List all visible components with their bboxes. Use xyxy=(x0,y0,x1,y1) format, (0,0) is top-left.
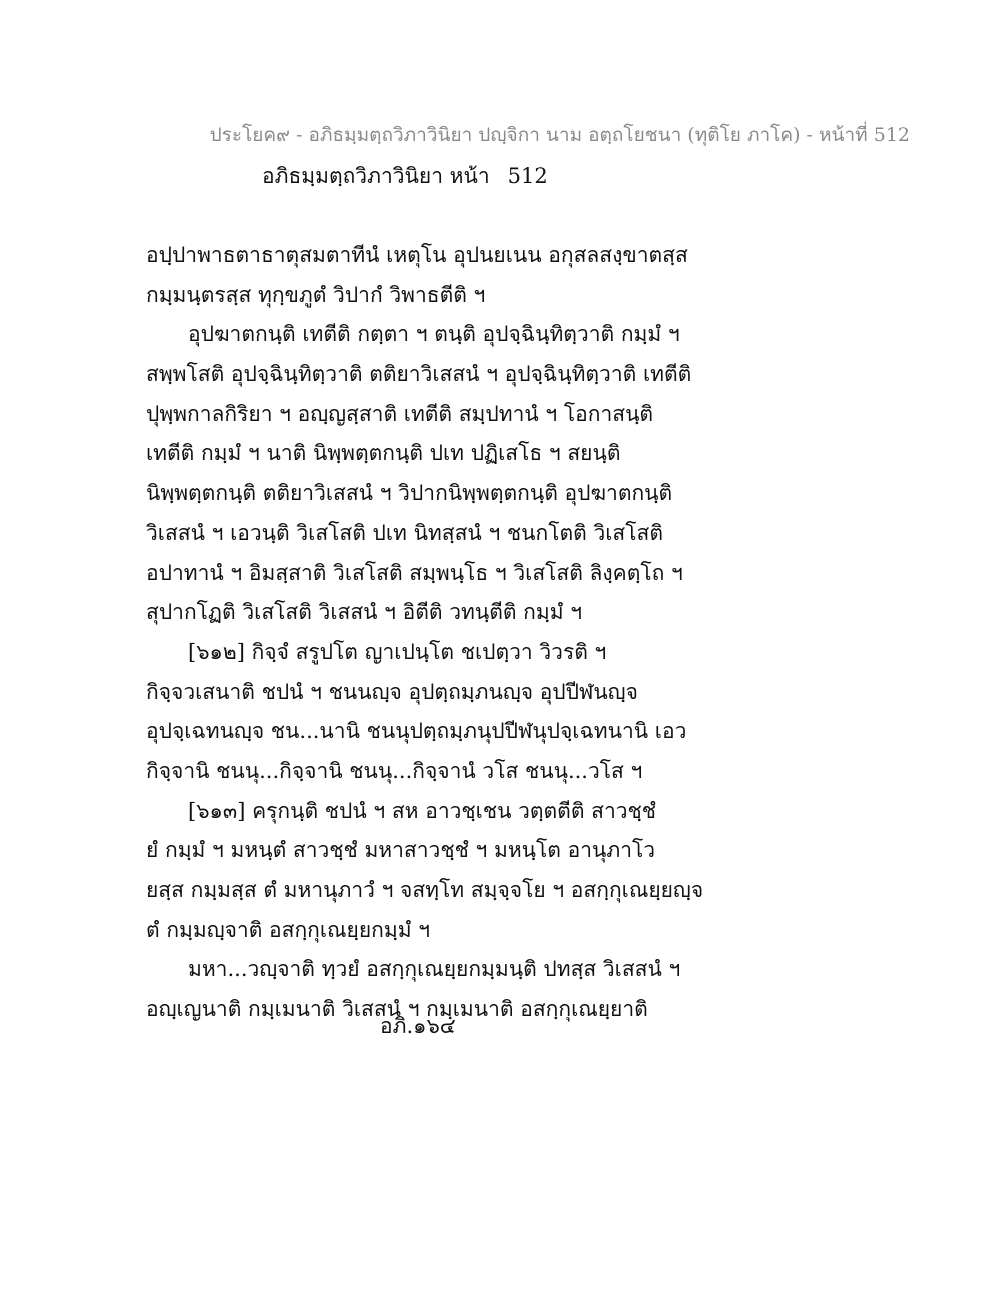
text-line: ยสฺส กมฺมสฺส ตํ มหานุภาวํ ฯ จสทฺโท สมฺจฺจโย ฯ อสกฺกุเณยฺยญฺจ xyxy=(146,878,704,902)
text-line: [๖๑๒] กิจฺจํ สรูปโต ญาเปนฺโต ชเปตฺวา วิวรติ ฯ xyxy=(188,639,607,664)
text-line: อปฺปาพาธตาธาตุสมตาทีนํ เหตุโน อุปนยเนน อกุสลสงฺขาตสฺส xyxy=(146,243,688,267)
text-line: อญฺเญนาติ กมฺเมนาติ วิเสสนํ ฯ กมฺเมนาติ อสกฺกุเณยฺยาติ xyxy=(146,997,648,1022)
page-reference: อภิ.๑๖๔ xyxy=(380,1014,456,1038)
text-line: มหา...วญฺจาติ ทฺวยํ อสกฺกุเณยฺยกมฺมนฺติ ปทสฺส วิเสสนํ ฯ xyxy=(188,957,681,982)
book-title-line xyxy=(262,160,548,193)
text-line: กมฺมนฺตรสฺส ทุกฺขภูตํ วิปากํ วิพาธตีติ ฯ xyxy=(146,282,486,307)
text-line: สพฺพโสติ อุปจฺฉินฺทิตฺวาติ ตติยาวิเสสนํ ฯ อุปจฺฉินฺทิตฺวาติ เทตีติ xyxy=(146,362,692,387)
text-line: นิพฺพตฺตกนฺติ ตติยาวิเสสนํ ฯ วิปากนิพฺพตฺตกนฺติ อุปฆาตกนฺติ xyxy=(146,481,673,506)
text-line: สุปากโฏติ วิเสโสติ วิเสสนํ ฯ อิตีติ วทนฺตีติ กมฺมํ ฯ xyxy=(146,600,583,625)
text-line: กิจฺจานิ ชนนุ...กิจฺจานิ ชนนุ...กิจฺจานํ วโส ชนนุ...วโส ฯ xyxy=(146,758,643,783)
text-line: ปุพฺพกาลกิริยา ฯ อญฺญสฺสาติ เทตีติ สมฺปทานํ ฯ โอกาสนฺติ xyxy=(146,401,654,426)
text-line: วิเสสนํ ฯ เอวนฺติ วิเสโสติ ปเท นิทสฺสนํ ฯ ชนกโตติ วิเสโสติ xyxy=(146,520,663,545)
text-line: อุปจฺเฉทนญฺจ ชน...นานิ ชนนุปตฺถมฺภนุปปีฬนุปจฺเฉทนานิ เอว xyxy=(146,719,687,744)
text-line: ตํ กมฺมญฺจาติ อสกฺกุเณยฺยกมฺมํ ฯ xyxy=(146,917,431,942)
text-line: [๖๑๓] ครุกนฺติ ชปนํ ฯ สห อาวชฺเชน วตฺตตีติ สาวชฺชํ xyxy=(188,798,657,823)
text-line: อปาทานํ ฯ อิมสฺสาติ วิเสโสติ สมฺพนฺโธ ฯ วิเสโสติ ลิงฺคตฺโถ ฯ xyxy=(146,560,683,585)
book-title: อภิธมฺมตฺถวิภาวินิยา หน้า xyxy=(262,164,490,188)
body-text xyxy=(146,236,866,1030)
page-number: 512 xyxy=(507,164,548,188)
running-header: ประโยค๙ - อภิธมฺมตฺถวิภาวินิยา ปญฺจิกา นาม อตฺถโยชนา (ทุติโย ภาโค) - หน้าที่ 512 xyxy=(209,124,910,146)
text-line: กิจฺจวเสนาติ ชปนํ ฯ ชนนญฺจ อุปตฺถมฺภนญฺจ อุปปีฬนญฺจ xyxy=(146,679,638,704)
text-line: ยํ กมฺมํ ฯ มหนฺตํ สาวชฺชํ มหาสาวชฺชํ ฯ มหนฺโต อานุภาโว xyxy=(146,838,656,863)
text-line: เทตีติ กมฺมํ ฯ นาติ นิพฺพตฺตกนฺติ ปเท ปฏิเสโธ ฯ สยนฺติ xyxy=(146,441,621,466)
text-line: อุปฆาตกนฺติ เทตีติ กตฺตา ฯ ตนฺติ อุปจฺฉินฺทิตฺวาติ กมฺมํ ฯ xyxy=(188,322,680,347)
